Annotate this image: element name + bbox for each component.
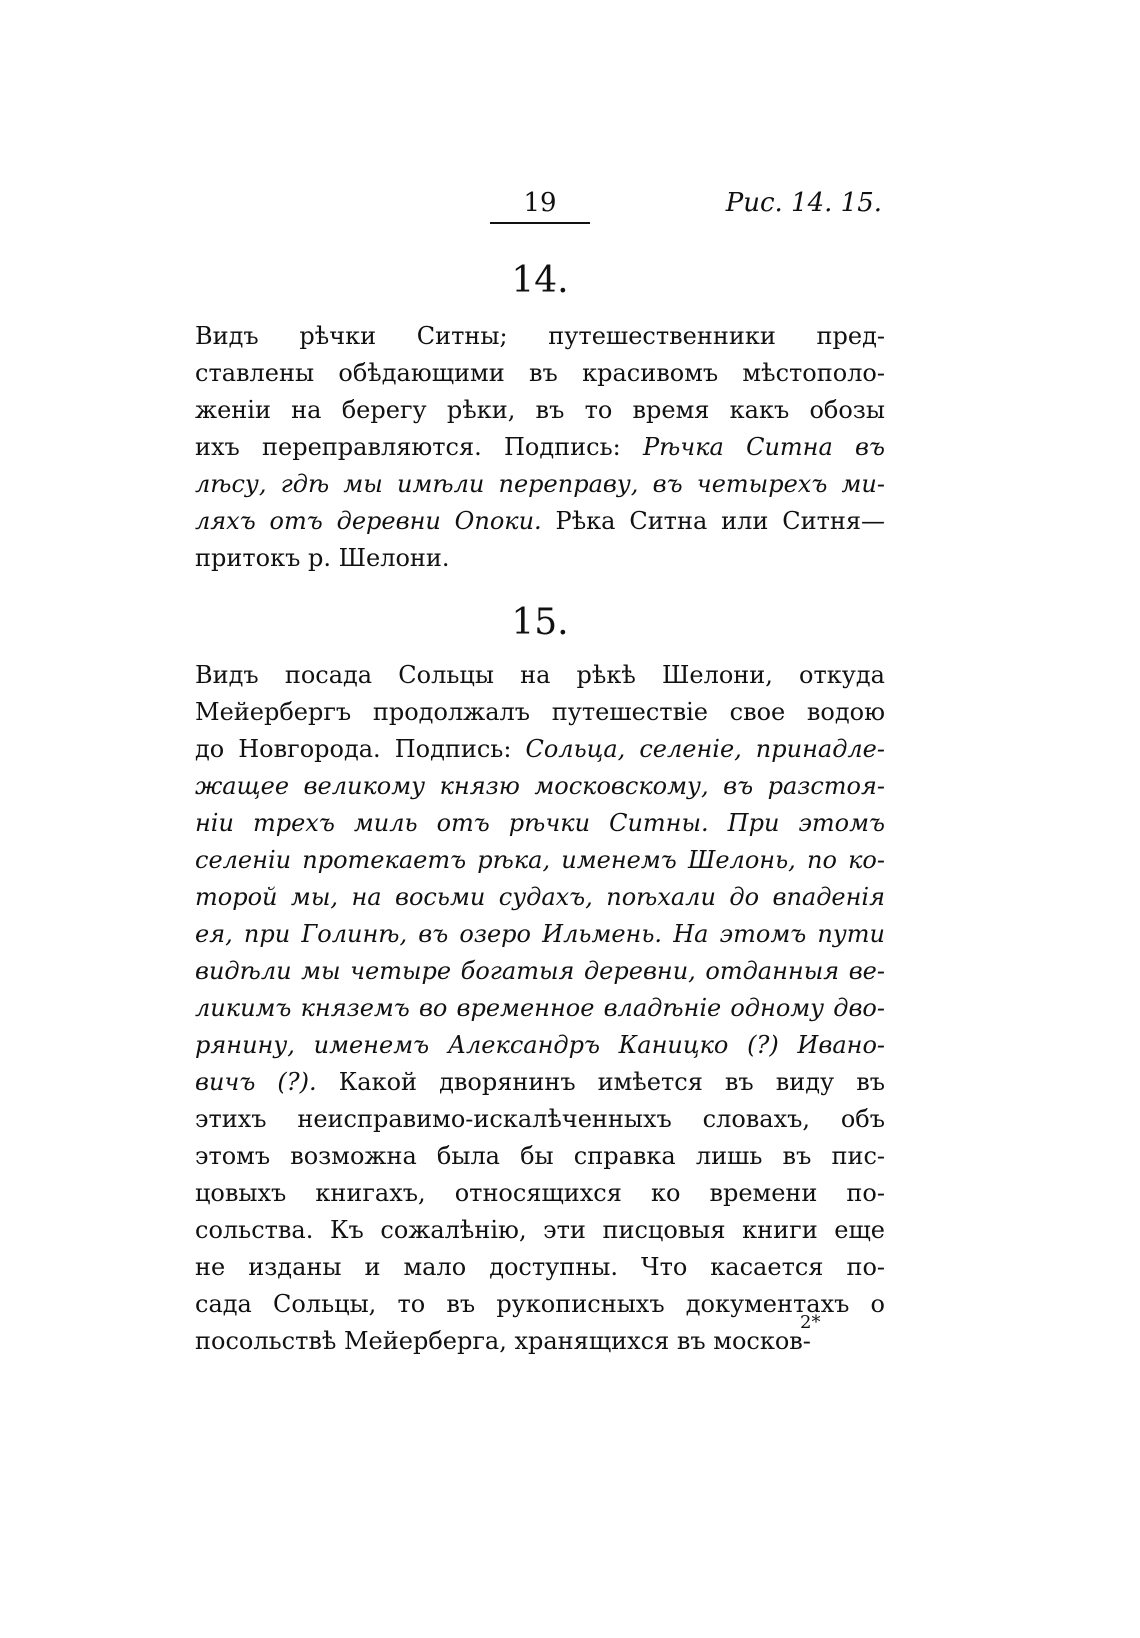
text-segment: посольствѣ Мейерберга, хранящихся въ москов- (195, 1327, 811, 1355)
text-segment: Видъ посада Сольцы на рѣкѣ Шелони, откуда (195, 661, 885, 689)
text-line (195, 392, 885, 429)
italic-text-segment: рянину, именемъ Александръ Каницко (?) Ивано- (195, 1031, 885, 1059)
text-segment: Мейербергъ продолжалъ путешествіе свое водою (195, 698, 885, 726)
italic-text-segment: ликимъ княземъ во временное владѣніе одному дво- (195, 994, 885, 1022)
text-line (195, 355, 885, 392)
page-number: 19 (523, 188, 557, 218)
text-line (195, 1138, 885, 1175)
text-line (195, 1323, 885, 1360)
text-line (195, 879, 885, 916)
italic-text-segment: жащее великому князю московскому, въ разстоя- (195, 772, 885, 800)
signature-mark: 2* (800, 1312, 821, 1333)
text-line (195, 1175, 885, 1212)
text-line (195, 1286, 885, 1323)
text-line (195, 990, 885, 1027)
figure-reference: Рис. 14. 15. (725, 188, 882, 218)
text-line (195, 657, 885, 694)
section-text-15 (195, 657, 885, 1360)
italic-text-segment: лѣсу, гдѣ мы имѣли переправу, въ четырехъ ми- (195, 470, 885, 498)
text-segment: Видъ рѣчки Ситны; путешественники пред- (195, 322, 885, 350)
text-line (195, 1212, 885, 1249)
italic-text-segment: Рѣчка Ситна въ (642, 433, 885, 461)
text-line (195, 953, 885, 990)
text-line (195, 694, 885, 731)
text-segment: этомъ возможна была бы справка лишь въ пис- (195, 1142, 885, 1170)
text-line (195, 1027, 885, 1064)
italic-text-segment: ляхъ отъ деревни Опоки. (195, 507, 542, 535)
text-segment: этихъ неисправимо-искалѣченныхъ словахъ, объ (195, 1105, 885, 1133)
text-line (195, 318, 885, 355)
text-segment: Рѣка Ситна или Ситня— (541, 507, 885, 535)
section-heading-14: 14. (511, 260, 569, 301)
italic-text-segment: торой мы, на восьми судахъ, поѣхали до впаденія (195, 883, 885, 911)
italic-text-segment: видѣли мы четыре богатыя деревни, отданныя ве- (195, 957, 885, 985)
text-segment: до Новгорода. Подпись: (195, 735, 526, 763)
text-line (195, 731, 885, 768)
italic-text-segment: ніи трехъ миль отъ рѣчки Ситны. При этомъ (195, 809, 885, 837)
text-line (195, 842, 885, 879)
text-segment: ихъ переправляются. Подпись: (195, 433, 643, 461)
text-segment: Какой дворянинъ имѣется въ виду въ (316, 1068, 885, 1096)
italic-text-segment: вичъ (?). (195, 1068, 317, 1096)
text-line (195, 503, 885, 540)
text-line (195, 805, 885, 842)
text-segment: сольства. Къ сожалѣнію, эти писцовыя книги еще (195, 1216, 885, 1244)
text-segment: не изданы и мало доступны. Что касается по- (195, 1253, 885, 1281)
page-number-rule (490, 222, 590, 224)
text-line (195, 768, 885, 805)
text-segment: женіи на берегу рѣки, въ то время какъ обозы (195, 396, 885, 424)
italic-text-segment: селеніи протекаетъ рѣка, именемъ Шелонь, по ко- (195, 846, 885, 874)
text-line (195, 1101, 885, 1138)
text-line (195, 1064, 885, 1101)
text-line (195, 916, 885, 953)
text-segment: цовыхъ книгахъ, относящихся ко времени по- (195, 1179, 885, 1207)
text-line (195, 1249, 885, 1286)
text-line (195, 466, 885, 503)
text-segment: притокъ р. Шелони. (195, 544, 450, 572)
text-segment: сада Сольцы, то въ рукописныхъ документахъ о (195, 1290, 885, 1318)
section-text-14 (195, 318, 885, 577)
italic-text-segment: ея, при Голинѣ, въ озеро Ильмень. На этомъ пути (195, 920, 885, 948)
text-line (195, 429, 885, 466)
italic-text-segment: Сольца, селеніе, принадле- (525, 735, 885, 763)
text-segment: ставлены обѣдающими въ красивомъ мѣстополо- (195, 359, 885, 387)
section-heading-15: 15. (511, 602, 569, 643)
text-line (195, 540, 885, 577)
